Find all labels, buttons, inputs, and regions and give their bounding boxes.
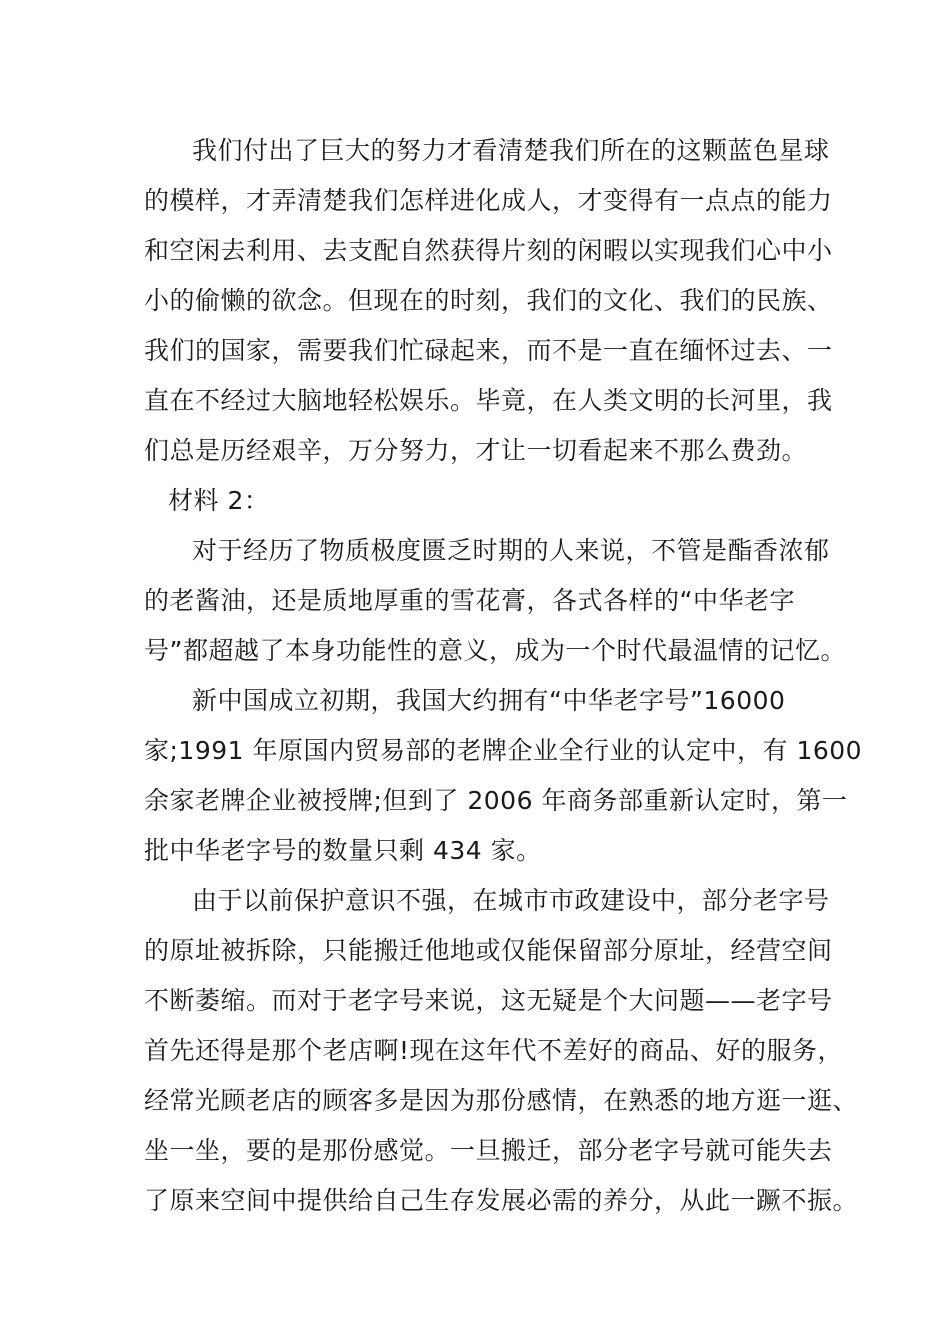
document-body — [144, 126, 863, 1226]
paragraph-line: 直在不经过大脑地轻松娱乐。毕竟，在人类文明的长河里，我 — [144, 386, 833, 415]
paragraph-line: 号”都超越了本身功能性的意义，成为一个时代最温情的记忆。 — [144, 636, 846, 665]
paragraph-line: 新中国成立初期，我国大约拥有“中华老字号”16000 — [192, 686, 786, 715]
paragraph-line: 不断萎缩。而对于老字号来说，这无疑是个大问题——老字号 — [144, 986, 833, 1015]
paragraph-line: 的老酱油，还是质地厚重的雪花膏，各式各样的“中华老字 — [144, 586, 795, 615]
paragraph-line: 的模样，才弄清楚我们怎样进化成人，才变得有一点点的能力 — [144, 186, 833, 215]
paragraph-line: 坐一坐，要的是那份感觉。一旦搬迁，部分老字号就可能失去 — [144, 1136, 833, 1165]
paragraph-line: 经常光顾老店的顾客多是因为那份感情，在熟悉的地方逛一逛、 — [144, 1086, 859, 1115]
paragraph-line: 了原来空间中提供给自己生存发展必需的养分，从此一蹶不振。 — [144, 1186, 859, 1215]
paragraph-line: 由于以前保护意识不强，在城市市政建设中，部分老字号 — [192, 886, 830, 915]
paragraph-line: 我们的国家，需要我们忙碌起来，而不是一直在缅怀过去、一 — [144, 336, 833, 365]
paragraph-line: 们总是历经艰辛，万分努力，才让一切看起来不那么费劲。 — [144, 436, 808, 465]
paragraph-line: 批中华老字号的数量只剩 434 家。 — [144, 836, 542, 865]
paragraph-line: 首先还得是那个老店啊!现在这年代不差好的商品、好的服务， — [144, 1036, 844, 1065]
paragraph-line: 小的偷懒的欲念。但现在的时刻，我们的文化、我们的民族、 — [144, 286, 833, 315]
paragraph-line: 和空闲去利用、去支配自然获得片刻的闲暇以实现我们心中小 — [144, 236, 833, 265]
section-heading: 材料 2： — [168, 486, 270, 515]
paragraph-line: 家;1991 年原国内贸易部的老牌企业全行业的认定中，有 1600 — [144, 736, 863, 765]
paragraph-line: 的原址被拆除，只能搬迁他地或仅能保留部分原址，经营空间 — [144, 936, 833, 965]
paragraph-line: 我们付出了巨大的努力才看清楚我们所在的这颗蓝色星球 — [192, 136, 830, 165]
paragraph-line: 余家老牌企业被授牌;但到了 2006 年商务部重新认定时，第一 — [144, 786, 848, 815]
paragraph-line: 对于经历了物质极度匮乏时期的人来说，不管是酯香浓郁 — [192, 536, 830, 565]
